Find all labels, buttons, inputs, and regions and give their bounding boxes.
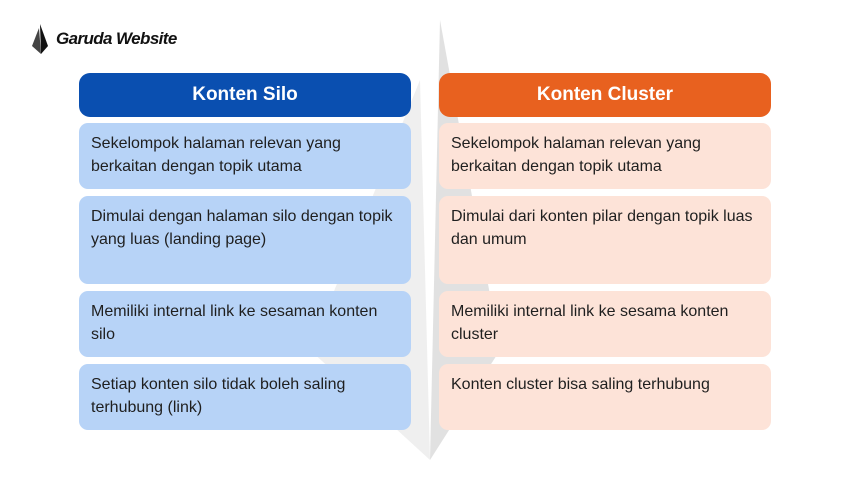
cluster-header: Konten Cluster [439, 73, 771, 117]
brand-name: Garuda Website [56, 29, 177, 48]
cluster-column [439, 73, 771, 437]
silo-header: Konten Silo [79, 73, 411, 117]
brand-logo[interactable] [30, 24, 177, 54]
silo-column [79, 73, 411, 437]
cluster-card: Sekelompok halaman relevan yang berkaitan dengan topik utama [439, 123, 771, 189]
cluster-card: Konten cluster bisa saling terhubung [439, 364, 771, 430]
silo-card: Dimulai dengan halaman silo dengan topik yang luas (landing page) [79, 196, 411, 284]
garuda-feather-icon [30, 24, 50, 54]
silo-card: Sekelompok halaman relevan yang berkaitan dengan topik utama [79, 123, 411, 189]
cluster-card: Memiliki internal link ke sesama konten cluster [439, 291, 771, 357]
silo-card: Memiliki internal link ke sesaman konten silo [79, 291, 411, 357]
cluster-card: Dimulai dari konten pilar dengan topik luas dan umum [439, 196, 771, 284]
silo-card: Setiap konten silo tidak boleh saling terhubung (link) [79, 364, 411, 430]
